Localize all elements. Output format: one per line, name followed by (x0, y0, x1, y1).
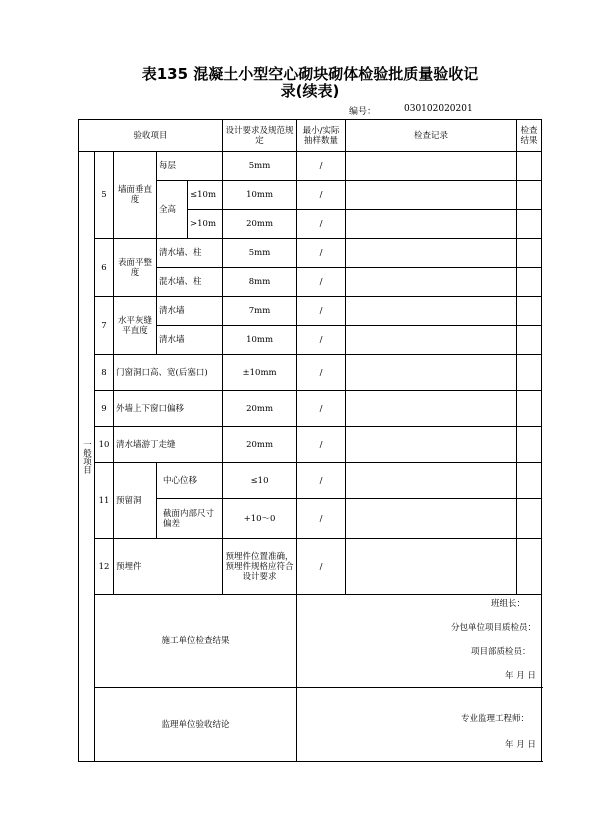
row7-a-slash: / (297, 297, 346, 326)
row5-b1-slash: / (297, 181, 346, 210)
row10-record[interactable] (346, 427, 517, 463)
row5-b1-result[interactable] (517, 181, 542, 210)
row6-b-result[interactable] (517, 268, 542, 297)
row6-b-val: 8mm (223, 268, 297, 297)
row9-val: 20mm (223, 391, 297, 427)
row6-no: 6 (95, 239, 114, 297)
row12-slash: / (297, 539, 346, 595)
row5-b1: ≤10m (188, 181, 223, 210)
row11-a-slash: / (297, 463, 346, 499)
row9-name: 外墙上下窗口偏移 (114, 391, 223, 427)
row11-a-record[interactable] (346, 463, 517, 499)
row7-no: 7 (95, 297, 114, 355)
supervision-sign-area[interactable] (297, 688, 542, 762)
row5-a-result[interactable] (517, 152, 542, 181)
row11-b-slash: / (297, 499, 346, 539)
row8-name: 门窗洞口高、宽(后塞口) (114, 355, 223, 391)
row6-a-slash: / (297, 239, 346, 268)
row9-slash: / (297, 391, 346, 427)
row5-no: 5 (95, 152, 114, 239)
row10-no: 10 (95, 427, 114, 463)
row6-b-slash: / (297, 268, 346, 297)
row6-a-record[interactable] (346, 239, 517, 268)
construction-label: 施工单位检查结果 (95, 595, 297, 688)
supervisor-engineer-label: 专业监理工程师： (461, 714, 530, 724)
row7-b-result[interactable] (517, 326, 542, 355)
row11-b: 截面内部尺寸偏差 (157, 499, 223, 539)
row8-no: 8 (95, 355, 114, 391)
header-design: 设计要求及规范规定 (223, 120, 297, 152)
row5-b2-result[interactable] (517, 210, 542, 239)
row6-a-val: 5mm (223, 239, 297, 268)
document-title (120, 66, 500, 100)
row5-a: 每层 (157, 152, 223, 181)
code-label: 编号： (349, 107, 377, 117)
row7-a: 清水墙 (157, 297, 223, 326)
row5-name: 墙面垂直度 (114, 152, 157, 239)
row6-b: 混水墙、柱 (157, 268, 223, 297)
row5-a-slash: / (297, 152, 346, 181)
row10-val: 20mm (223, 427, 297, 463)
row5-b2-val: 20mm (223, 210, 297, 239)
row7-b-val: 10mm (223, 326, 297, 355)
row5-b2-record[interactable] (346, 210, 517, 239)
supervision-date: 年 月 日 (505, 740, 536, 750)
header-result: 检查结果 (517, 120, 542, 152)
construction-sign-area[interactable] (297, 595, 542, 688)
row5-b1-record[interactable] (346, 181, 517, 210)
row5-b2-slash: / (297, 210, 346, 239)
row12-result[interactable] (517, 539, 542, 595)
row9-no: 9 (95, 391, 114, 427)
row5-b1-val: 10mm (223, 181, 297, 210)
row7-name: 水平灰缝平直度 (114, 297, 157, 355)
supervision-label: 监理单位验收结论 (95, 688, 297, 762)
row8-slash: / (297, 355, 346, 391)
row7-b-slash: / (297, 326, 346, 355)
row11-a-result[interactable] (517, 463, 542, 499)
row9-result[interactable] (517, 391, 542, 427)
row6-name: 表面平整度 (114, 239, 157, 297)
code-value: 030102020201 (404, 104, 473, 114)
row9-record[interactable] (346, 391, 517, 427)
row7-a-record[interactable] (346, 297, 517, 326)
inspection-grid (78, 119, 542, 762)
sub-qc-label: 分包单位项目质检员： (451, 623, 537, 633)
row12-name: 预埋件 (114, 539, 223, 595)
general-items-label: 一般项目 (79, 152, 95, 762)
row7-a-result[interactable] (517, 297, 542, 326)
title-line-2: 录(续表) (280, 82, 340, 100)
row11-name: 预留洞 (114, 463, 157, 539)
row6-a: 清水墙、柱 (157, 239, 223, 268)
row5-b2: >10m (188, 210, 223, 239)
row5-b: 全高 (157, 181, 188, 239)
row8-result[interactable] (517, 355, 542, 391)
header-record: 检查记录 (346, 120, 517, 152)
row6-b-record[interactable] (346, 268, 517, 297)
row10-slash: / (297, 427, 346, 463)
row7-b: 清水墙 (157, 326, 223, 355)
row6-a-result[interactable] (517, 239, 542, 268)
header-sample: 最小/实际抽样数量 (297, 120, 346, 152)
row10-result[interactable] (517, 427, 542, 463)
row5-a-record[interactable] (346, 152, 517, 181)
row11-b-result[interactable] (517, 499, 542, 539)
row11-a-val: ≤10 (223, 463, 297, 499)
row12-val: 预埋件位置准确，预埋件规格应符合设计要求 (223, 539, 297, 595)
row11-b-record[interactable] (346, 499, 517, 539)
construction-date: 年 月 日 (505, 671, 536, 681)
row11-no: 11 (95, 463, 114, 539)
dept-qc-label: 项目部质检员： (471, 647, 531, 657)
row11-a: 中心位移 (157, 463, 223, 499)
row5-a-val: 5mm (223, 152, 297, 181)
title-line-1: 表135 混凝土小型空心砌块砌体检验批质量验收记 (141, 65, 479, 83)
row7-b-record[interactable] (346, 326, 517, 355)
team-leader-label: 班组长： (491, 599, 526, 609)
row7-a-val: 7mm (223, 297, 297, 326)
row8-val: ±10mm (223, 355, 297, 391)
row10-name: 清水墙游丁走缝 (114, 427, 223, 463)
header-item: 验收项目 (79, 120, 223, 152)
row12-no: 12 (95, 539, 114, 595)
row8-record[interactable] (346, 355, 517, 391)
row11-b-val: +10～0 (223, 499, 297, 539)
row12-record[interactable] (346, 539, 517, 595)
